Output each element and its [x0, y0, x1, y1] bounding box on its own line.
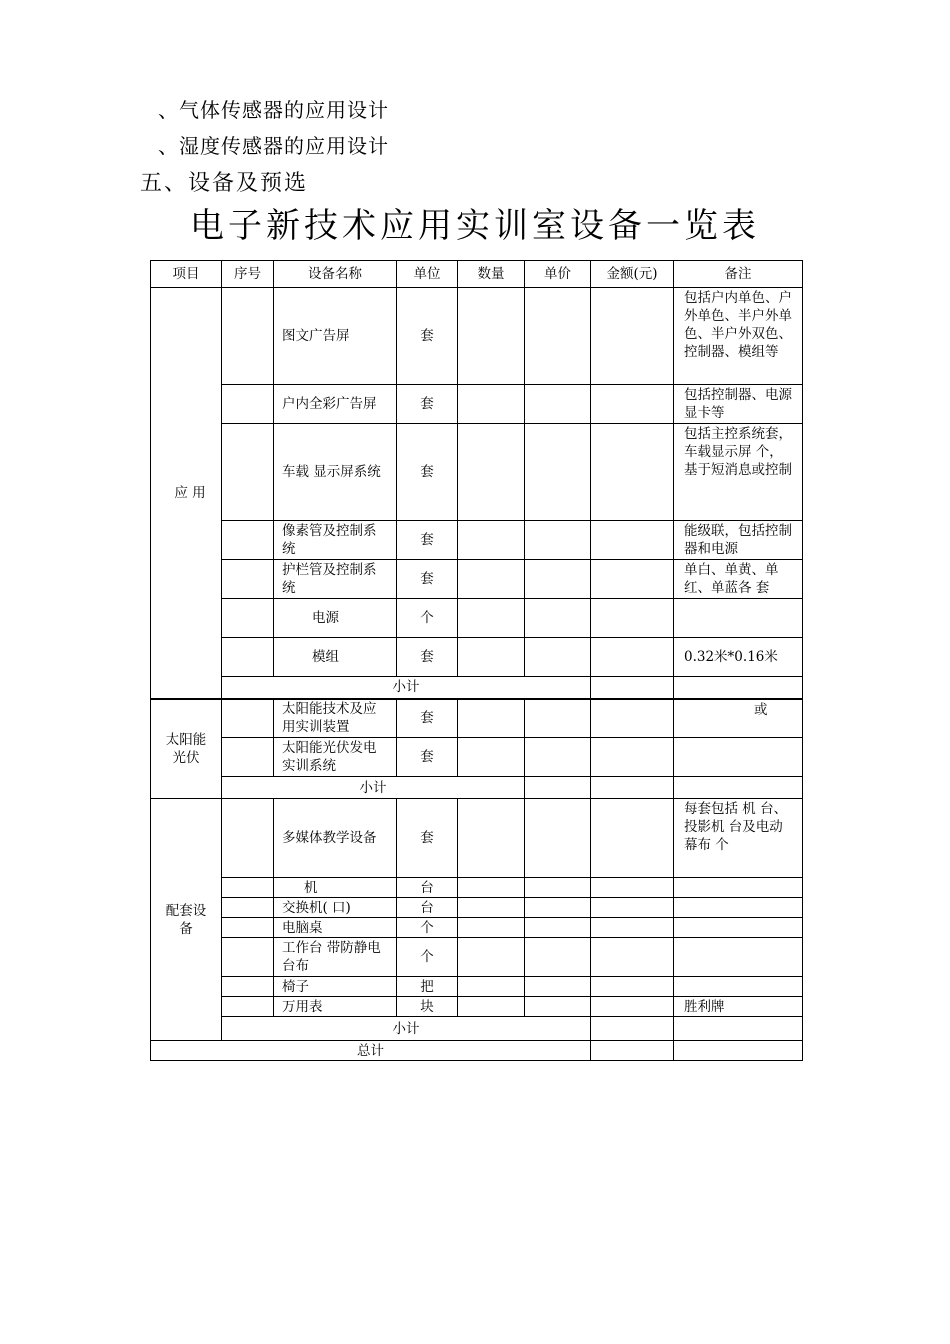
unit-cell: 套	[397, 288, 458, 385]
remark-cell: 包括主控系统套，车载显示屏 个，基于短消息或控制	[674, 424, 803, 521]
table-row	[151, 938, 803, 977]
unit-cell: 个	[397, 938, 458, 977]
unit-cell: 套	[397, 521, 458, 560]
table-row	[151, 599, 803, 638]
unit-cell: 个	[397, 599, 458, 638]
table-row	[151, 385, 803, 424]
equipment-name: 太阳能技术及应用实训装置	[274, 699, 397, 738]
unit-cell: 套	[397, 424, 458, 521]
remark-cell	[674, 738, 803, 777]
header-cell: 设备名称	[274, 261, 397, 288]
total-row	[151, 1041, 803, 1061]
remark-cell: 0.32米*0.16米	[674, 638, 803, 677]
header-cell: 备注	[674, 261, 803, 288]
table-row	[151, 699, 803, 738]
section-heading: 五、设备及预选	[140, 171, 309, 196]
unit-cell: 套	[397, 799, 458, 878]
table-row	[151, 424, 803, 521]
unit-cell: 套	[397, 560, 458, 599]
table-row	[151, 288, 803, 385]
subtotal-row	[151, 777, 803, 799]
unit-cell: 把	[397, 977, 458, 997]
subtotal-row	[151, 677, 803, 699]
remark-cell	[674, 898, 803, 918]
table-row	[151, 898, 803, 918]
header-cell: 单位	[397, 261, 458, 288]
intro-line-humidity-sensor: 、湿度传感器的应用设计	[158, 134, 389, 158]
header-cell: 项目	[151, 261, 222, 288]
remark-cell: 每套包括 机 台、投影机 台及电动幕布 个	[674, 799, 803, 878]
equipment-name: 车载 显示屏系统	[274, 424, 397, 521]
unit-cell: 套	[397, 738, 458, 777]
subtotal-label: 小计	[222, 777, 525, 799]
table-row	[151, 977, 803, 997]
remark-cell: 胜利牌	[674, 997, 803, 1017]
group-label: 配套设备	[151, 799, 222, 1041]
remark-cell: 包括户内单色、户外单色、半户外单色、半户外双色、控制器、模组等	[674, 288, 803, 385]
equipment-name: 多媒体教学设备	[274, 799, 397, 878]
remark-cell	[674, 599, 803, 638]
equipment-name: 万用表	[274, 997, 397, 1017]
page-title: 电子新技术应用实训室设备一览表	[190, 206, 760, 246]
equipment-name: 电源	[274, 599, 397, 638]
remark-cell: 或	[674, 699, 803, 738]
group-label: 应 用	[151, 288, 222, 699]
total-label: 总计	[151, 1041, 591, 1061]
table-row	[151, 878, 803, 898]
table-row	[151, 521, 803, 560]
table-row	[151, 918, 803, 938]
remark-cell	[674, 918, 803, 938]
subtotal-label: 小计	[222, 1017, 591, 1041]
equipment-name: 机	[274, 878, 397, 898]
equipment-name: 电脑桌	[274, 918, 397, 938]
unit-cell: 套	[397, 638, 458, 677]
table-row	[151, 997, 803, 1017]
equipment-name: 护栏管及控制系统	[274, 560, 397, 599]
remark-cell: 单白、单黄、单红、单蓝各 套	[674, 560, 803, 599]
remark-cell	[674, 938, 803, 977]
table-row	[151, 738, 803, 777]
subtotal-row	[151, 1017, 803, 1041]
remark-cell: 包括控制器、电源显卡等	[674, 385, 803, 424]
header-cell: 数量	[458, 261, 525, 288]
header-cell: 单价	[525, 261, 591, 288]
table-row	[151, 638, 803, 677]
unit-cell: 套	[397, 699, 458, 738]
header-cell: 序号	[222, 261, 274, 288]
intro-line-gas-sensor: 、气体传感器的应用设计	[158, 98, 389, 122]
equipment-table	[150, 260, 803, 1061]
equipment-name: 户内全彩广告屏	[274, 385, 397, 424]
equipment-name: 交换机( 口)	[274, 898, 397, 918]
group-label: 太阳能光伏	[151, 699, 222, 799]
equipment-name: 图文广告屏	[274, 288, 397, 385]
unit-cell: 块	[397, 997, 458, 1017]
unit-cell: 台	[397, 898, 458, 918]
unit-cell: 个	[397, 918, 458, 938]
equipment-name: 像素管及控制系统	[274, 521, 397, 560]
table-row	[151, 799, 803, 878]
equipment-name: 太阳能光伏发电实训系统	[274, 738, 397, 777]
equipment-name: 模组	[274, 638, 397, 677]
remark-cell	[674, 878, 803, 898]
equipment-name: 椅子	[274, 977, 397, 997]
unit-cell: 台	[397, 878, 458, 898]
table-row	[151, 560, 803, 599]
unit-cell: 套	[397, 385, 458, 424]
equipment-name: 工作台 带防静电台布	[274, 938, 397, 977]
table-header-row	[151, 261, 803, 288]
remark-cell	[674, 977, 803, 997]
subtotal-label: 小计	[222, 677, 591, 699]
remark-cell: 能级联，包括控制器和电源	[674, 521, 803, 560]
header-cell: 金额(元)	[591, 261, 674, 288]
